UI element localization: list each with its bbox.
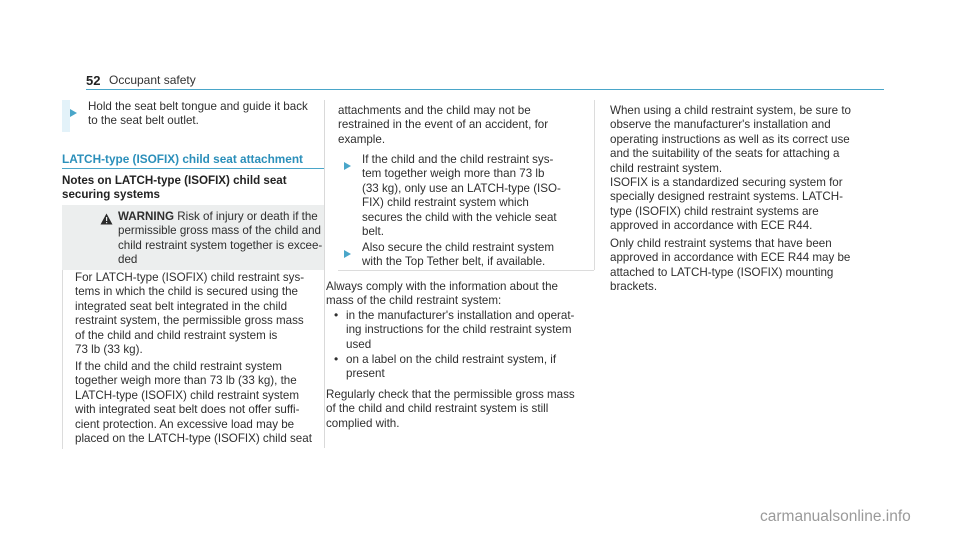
step-bar [62, 100, 70, 132]
section-name: Occupant safety [109, 73, 196, 87]
header-rule [86, 89, 884, 90]
warning-label: WARNING [118, 210, 175, 223]
warning-text: WARNING Risk of injury or death if the permissible gross mass of the child and child restraint system together is excee- ded [118, 210, 323, 267]
intro-text: Always comply with the information about the mass of the child restraint system: [326, 280, 558, 308]
bullet-dot: • [334, 352, 339, 366]
triangle-right-icon [344, 157, 351, 175]
warning-box-bottom [338, 270, 594, 271]
step-text: Also secure the child restraint system with the Top Tether belt, if available. [362, 241, 555, 269]
column-divider [324, 100, 325, 448]
warning-para-1: For LATCH-type (ISOFIX) child restraint sys- tems in which the child is secured using the integrated seat belt integrated in the child restraint system, the permissible gross mass of the child and child restraint system is 73 lb (33 kg). [75, 271, 305, 357]
sub-title: Notes on LATCH-type (ISOFIX) child seat securing systems [62, 174, 287, 202]
watermark: carmanualsonline.info [760, 508, 911, 525]
warning-triangle-icon [100, 212, 113, 230]
warning-para-2: If the child and the child restraint system together weigh more than 73 lb (33 kg), the LATCH-type (ISOFIX) child restraint system with integrated seat belt does not offer suffi- cient protection. An excessive load may be placed on the LATCH-type (ISOFIX) child seat [75, 360, 312, 446]
warning-body-border [62, 270, 63, 449]
warning-box-right [594, 100, 595, 270]
outro-text: Regularly check that the permissible gross mass of the child and child restraint system is still complied with. [326, 388, 575, 430]
bullet-item: in the manufacturer's installation and operat- ing instructions for the child restraint system used [346, 309, 575, 351]
section-title: LATCH-type (ISOFIX) child seat attachment [62, 152, 303, 166]
step-text: Hold the seat belt tongue and guide it back to the seat belt outlet. [88, 100, 308, 128]
isofix-para-2: Only child restraint systems that have been approved in accordance with ECE R44 may be attached to LATCH-type (ISOFIX) mounting brackets. [610, 237, 851, 294]
step-text: If the child and the child restraint sys- tem together weigh more than 73 lb (33 kg), only use an LATCH-type (ISO- FIX) child restraint system which secures the child with the vehicle seat belt. [362, 153, 561, 239]
bullet-dot: • [334, 308, 339, 322]
bullet-item: on a label on the child restraint system, if present [346, 353, 557, 381]
section-title-underline [62, 168, 324, 169]
triangle-right-icon [344, 245, 351, 263]
isofix-para-1: When using a child restraint system, be sure to observe the manufacturer's installation and operating instructions as well as its correct use and the suitability of the seats for attaching a child restraint system. ISOFIX is a standardized securing system for specially designed restraint systems. LATCH- type (ISOFIX) child restraint systems are approved in accordance with ECE R44. [610, 104, 852, 233]
triangle-right-icon [70, 104, 77, 122]
page-number: 52 [86, 73, 101, 88]
warning-continued: attachments and the child may not be restrained in the event of an accident, for example. [338, 104, 549, 146]
